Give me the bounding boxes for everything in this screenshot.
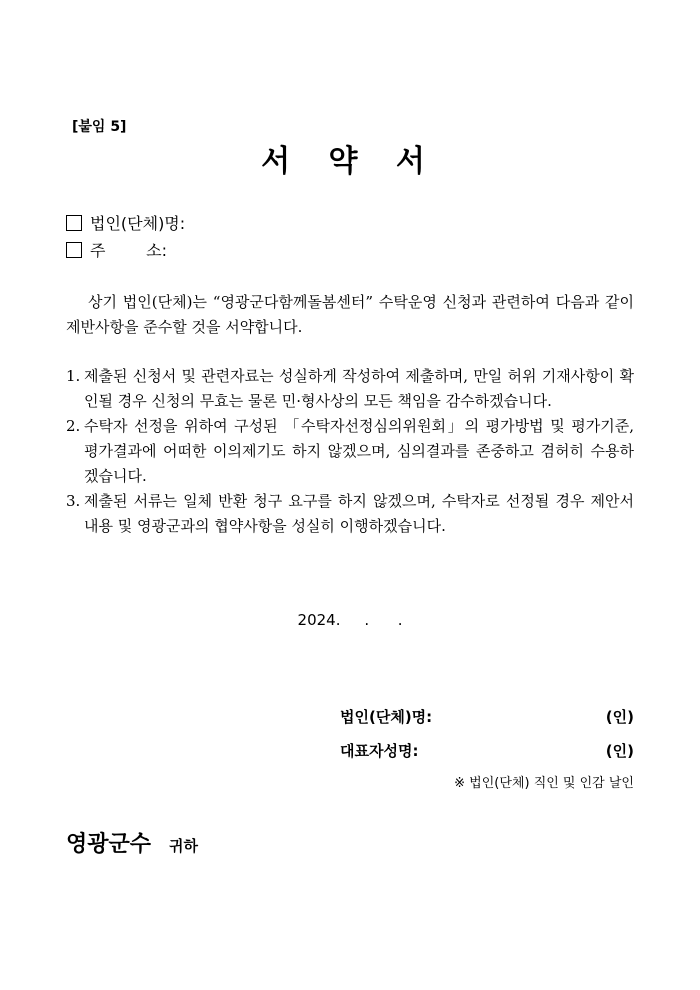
date-line: 2024. . . bbox=[297, 611, 403, 629]
field-corporation-name bbox=[66, 211, 185, 234]
signature-corporation bbox=[340, 706, 634, 727]
field-label: 법인(단체)명: bbox=[90, 214, 186, 233]
signature-representative bbox=[340, 740, 634, 761]
field-label: 주 소: bbox=[90, 241, 167, 260]
field-address bbox=[66, 238, 167, 261]
item-text: 제출된 서류는 일체 반환 청구 요구를 하지 않겠으며, 수탁자로 선정될 경우 제안서 내용 및 영광군과의 협약사항을 성실히 이행하겠습니다. bbox=[84, 492, 634, 535]
seal-mark: (인) bbox=[605, 742, 634, 760]
item-number: 1. bbox=[66, 367, 81, 385]
recipient-honorific: 귀하 bbox=[169, 837, 198, 855]
item-text: 제출된 신청서 및 관련자료는 성실하게 작성하여 제출하며, 만일 허위 기재사항이 확인될 경우 신청의 무효는 물론 민·형사상의 모든 책임을 감수하겠습니다. bbox=[84, 367, 634, 410]
signature-label: 대표자성명: bbox=[340, 742, 419, 760]
checkbox-icon bbox=[66, 215, 82, 231]
signature-label: 법인(단체)명: bbox=[340, 708, 433, 726]
pledge-item bbox=[66, 414, 634, 489]
document-title: 서 약 서 bbox=[261, 144, 439, 179]
item-number: 3. bbox=[66, 492, 81, 510]
intro-paragraph: 상기 법인(단체)는 “영광군다함께돌봄센터” 수탁운영 신청과 관련하여 다음과 같이 제반사항을 준수할 것을 서약합니다. bbox=[66, 293, 634, 336]
item-text: 수탁자 선정을 위하여 구성된 「수탁자선정심의위원회」의 평가방법 및 평가기준, 평가결과에 어떠한 이의제기도 하지 않겠으며, 심의결과를 존중하고 겸허히 수용하겠습니다. bbox=[84, 417, 634, 485]
seal-mark: (인) bbox=[605, 708, 634, 726]
item-number: 2. bbox=[66, 417, 81, 435]
pledge-item bbox=[66, 364, 634, 414]
recipient-name: 영광군수 bbox=[66, 832, 152, 857]
attachment-label: [붙임 5] bbox=[72, 119, 127, 135]
recipient bbox=[66, 827, 198, 858]
checkbox-icon bbox=[66, 242, 82, 258]
seal-note: ※ 법인(단체) 직인 및 인감 날인 bbox=[454, 776, 634, 791]
pledge-item bbox=[66, 489, 634, 539]
pledge-list bbox=[66, 364, 634, 539]
